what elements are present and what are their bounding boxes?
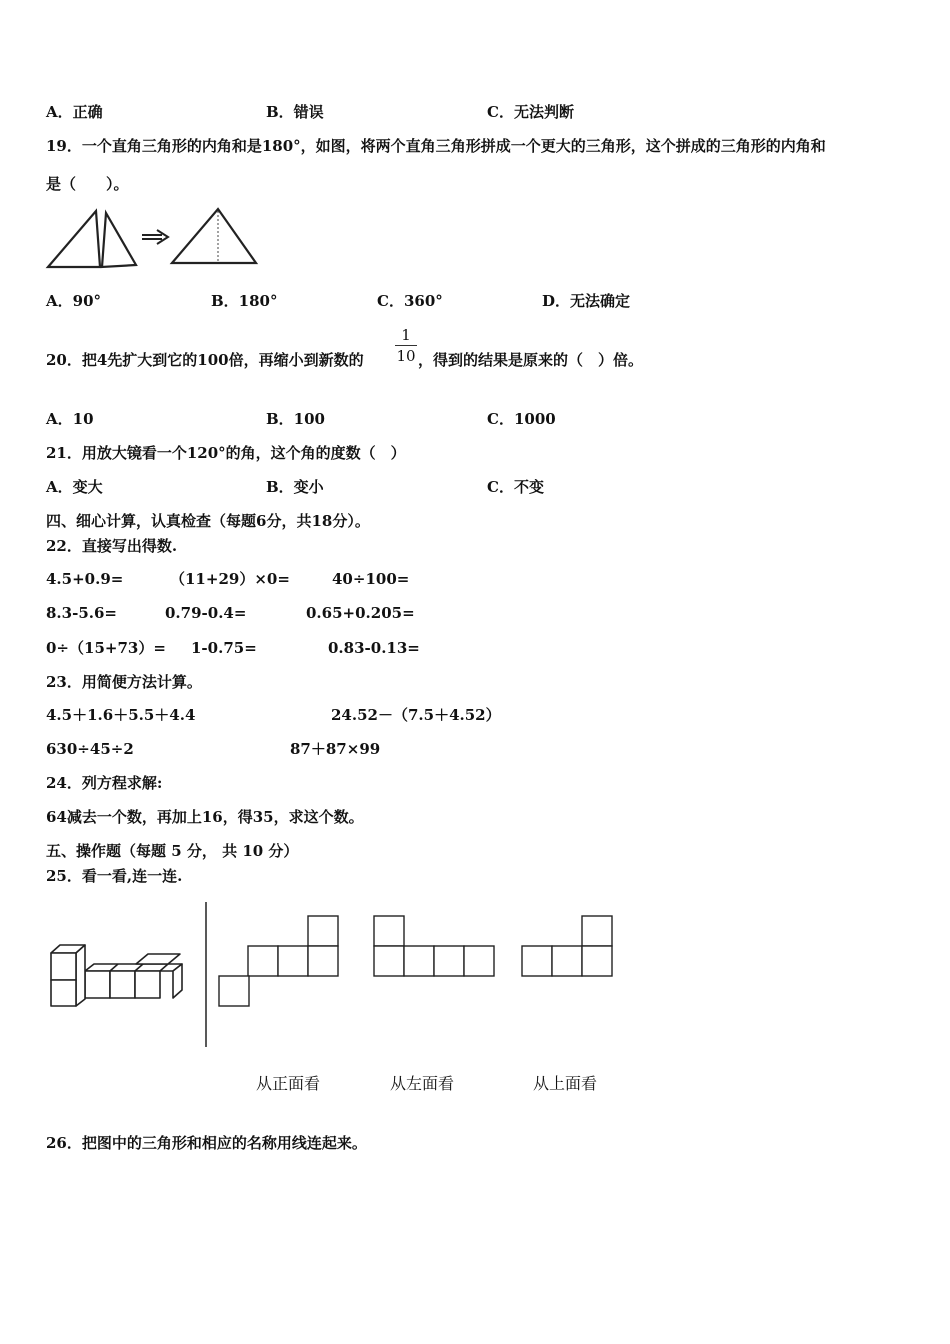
- q23-r1-c1: 4.5＋1.6＋5.5＋4.4: [46, 706, 196, 724]
- q25-divider-line: [204, 902, 208, 1047]
- q19-arrow-icon: [142, 230, 168, 244]
- q20-option-b: B．100: [266, 410, 325, 428]
- q20-question-end: ，得到的结果是原来的（ ）倍。: [418, 351, 644, 369]
- q21-option-a: A．变大: [46, 478, 103, 496]
- q23-r2-c2: 87＋87×99: [290, 740, 381, 758]
- q19-option-b: B．180°: [211, 292, 278, 310]
- q25-view-grid-2: [373, 915, 496, 978]
- q19-option-c: C．360°: [377, 292, 443, 310]
- q25-label-top: 从上面看: [533, 1074, 598, 1093]
- q21-option-b: B．变小: [266, 478, 324, 496]
- q21-option-c: C．不变: [487, 478, 544, 496]
- q19-option-d: D．无法确定: [542, 292, 631, 310]
- q20-fraction-numerator: 1: [401, 326, 411, 344]
- q19-question-line2: 是（ ）。: [46, 175, 129, 193]
- q23-r1-c2: 24.52－（7.5＋4.52）: [331, 706, 501, 724]
- q21-question: 21．用放大镜看一个120°的角，这个角的度数（ ）: [46, 444, 406, 462]
- q23-title: 23．用简便方法计算。: [46, 673, 202, 691]
- q19-left-triangle: [48, 211, 100, 267]
- q22-r1-c1: 4.5+0.9=: [46, 570, 124, 588]
- q23-r2-c1: 630÷45÷2: [46, 740, 134, 758]
- q22-r2-c3: 0.65+0.205=: [306, 604, 415, 622]
- q20-fraction: [395, 326, 417, 365]
- q25-label-front: 从正面看: [256, 1074, 321, 1093]
- q20-question-start: 20．把4先扩大到它的100倍，再缩小到新数的: [46, 351, 364, 369]
- q22-r3-c3: 0.83-0.13=: [328, 639, 420, 657]
- q26-title: 26．把图中的三角形和相应的名称用线连起来。: [46, 1134, 367, 1152]
- q22-title: 22．直接写出得数.: [46, 537, 178, 555]
- section-4-heading: 四、细心计算，认真检查（每题6分，共18分）。: [46, 512, 370, 530]
- q19-middle-triangle: [102, 213, 136, 267]
- q18-option-b: B．错误: [266, 103, 324, 121]
- q25-label-left: 从左面看: [390, 1074, 455, 1093]
- q19-question-line1: 19．一个直角三角形的内角和是180°，如图，将两个直角三角形拼成一个更大的三角形，这个拼成的三角形的内角和: [46, 137, 826, 155]
- q22-r3-c1: 0÷（15+73）=: [46, 639, 166, 657]
- q19-option-a: A．90°: [46, 292, 102, 310]
- q19-combined-triangle: [172, 209, 256, 263]
- q22-r1-c2: （11+29）×0=: [170, 570, 290, 588]
- q20-option-c: C．1000: [487, 410, 556, 428]
- q19-triangles-figure: [44, 205, 264, 275]
- q25-view-grid-3: [521, 915, 614, 978]
- q24-title: 24．列方程求解:: [46, 774, 163, 792]
- q22-r1-c3: 40÷100=: [332, 570, 410, 588]
- q20-fraction-denominator: 10: [396, 347, 416, 365]
- q22-r2-c1: 8.3-5.6=: [46, 604, 117, 622]
- q25-title: 25．看一看,连一连.: [46, 867, 183, 885]
- q25-cube-stack-figure: [48, 940, 188, 1010]
- q25-view-grid-1: [218, 915, 340, 1008]
- q18-option-c: C．无法判断: [487, 103, 574, 121]
- q18-option-a: A．正确: [46, 103, 103, 121]
- q22-r2-c2: 0.79-0.4=: [165, 604, 247, 622]
- q20-option-a: A．10: [46, 410, 94, 428]
- q24-problem: 64减去一个数，再加上16，得35，求这个数。: [46, 808, 364, 826]
- q22-r3-c2: 1-0.75=: [191, 639, 257, 657]
- section-5-heading: 五、操作题（每题 5 分， 共 10 分）: [46, 842, 299, 860]
